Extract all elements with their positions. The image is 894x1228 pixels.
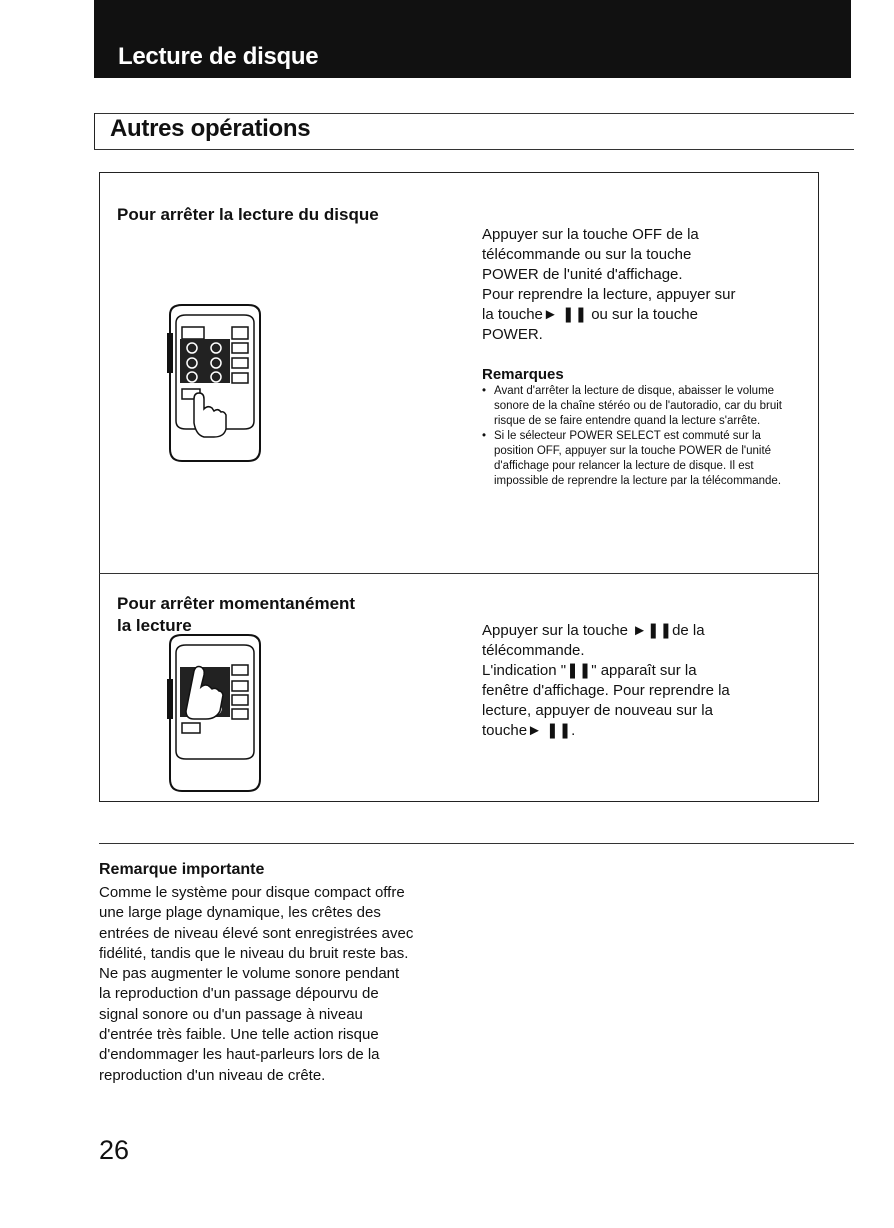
important-line: une large plage dynamique, les crêtes des <box>99 904 381 922</box>
pause-line: touche► ❚❚. <box>482 722 576 739</box>
notes-title: Remarques <box>482 366 564 383</box>
pause-line: fenêtre d'affichage. Pour reprendre la <box>482 682 730 699</box>
stop-instructions <box>482 225 735 345</box>
important-line: signal sonore ou d'un passage à niveau <box>99 1005 363 1023</box>
bullet-icon: • <box>482 430 487 442</box>
stop-line: Appuyer sur la touche OFF de la <box>482 226 699 243</box>
pause-line: Appuyer sur la touche ►❚❚de la <box>482 622 705 639</box>
important-rule <box>99 843 854 844</box>
note-item <box>482 429 802 489</box>
stop-line: télécommande ou sur la touche <box>482 246 692 263</box>
remote-control-pause-illustration <box>164 633 264 793</box>
important-title: Remarque importante <box>99 861 265 878</box>
stop-line: POWER. <box>482 326 543 343</box>
bullet-icon: • <box>482 385 487 397</box>
note-item <box>482 384 802 429</box>
section-rule-top <box>94 113 854 114</box>
note-text: Si le sélecteur POWER SELECT est commuté sur la position OFF, appuyer sur la touche POWER de l'unité d'affichage pour relancer la lecture de disque. Il est impossible de reprendre la lecture par la télécommande. <box>494 430 782 487</box>
section-frame-left <box>94 113 95 150</box>
important-line: reproduction d'un niveau de crête. <box>99 1066 326 1084</box>
important-line: d'entrée très faible. Une telle action risque <box>99 1026 379 1044</box>
pause-line: L'indication "❚❚" apparaît sur la <box>482 662 697 679</box>
box-divider <box>99 573 819 574</box>
important-line: la reproduction d'un passage dépourvu de <box>99 985 379 1003</box>
important-line: Comme le système pour disque compact offre <box>99 884 405 901</box>
notes-list <box>482 384 802 489</box>
stop-line: la touche► ❚❚ ou sur la touche <box>482 306 698 323</box>
important-line: Ne pas augmenter le volume sonore pendant <box>99 965 400 983</box>
important-text <box>99 883 459 1086</box>
pause-line: télécommande. <box>482 642 585 659</box>
pause-instructions <box>482 621 730 741</box>
section-rule-bottom <box>94 149 854 150</box>
pause-title <box>117 593 355 637</box>
stop-line: Pour reprendre la lecture, appuyer sur <box>482 286 736 303</box>
stop-title: Pour arrêter la lecture du disque <box>117 205 379 224</box>
important-line: d'endommager les haut-parleurs lors de la <box>99 1046 380 1064</box>
remote-control-off-illustration <box>164 303 264 463</box>
section-title: Autres opérations <box>110 115 311 142</box>
page-number: 26 <box>99 1135 130 1165</box>
pause-title-line: Pour arrêter momentanément <box>117 594 356 613</box>
pause-title-line: la lecture <box>117 616 192 635</box>
header-title: Lecture de disque <box>118 43 319 70</box>
important-line: entrées de niveau élevé sont enregistrées avec <box>99 924 414 942</box>
note-text: Avant d'arrêter la lecture de disque, abaisser le volume sonore de la chaîne stéréo ou de l'autoradio, car du bruit risque de se faire entendre quand la lecture s'arrête. <box>494 385 782 427</box>
stop-line: POWER de l'unité d'affichage. <box>482 266 683 283</box>
important-line: fidélité, tandis que le niveau du bruit reste bas. <box>99 944 409 962</box>
pause-line: lecture, appuyer de nouveau sur la <box>482 702 713 719</box>
